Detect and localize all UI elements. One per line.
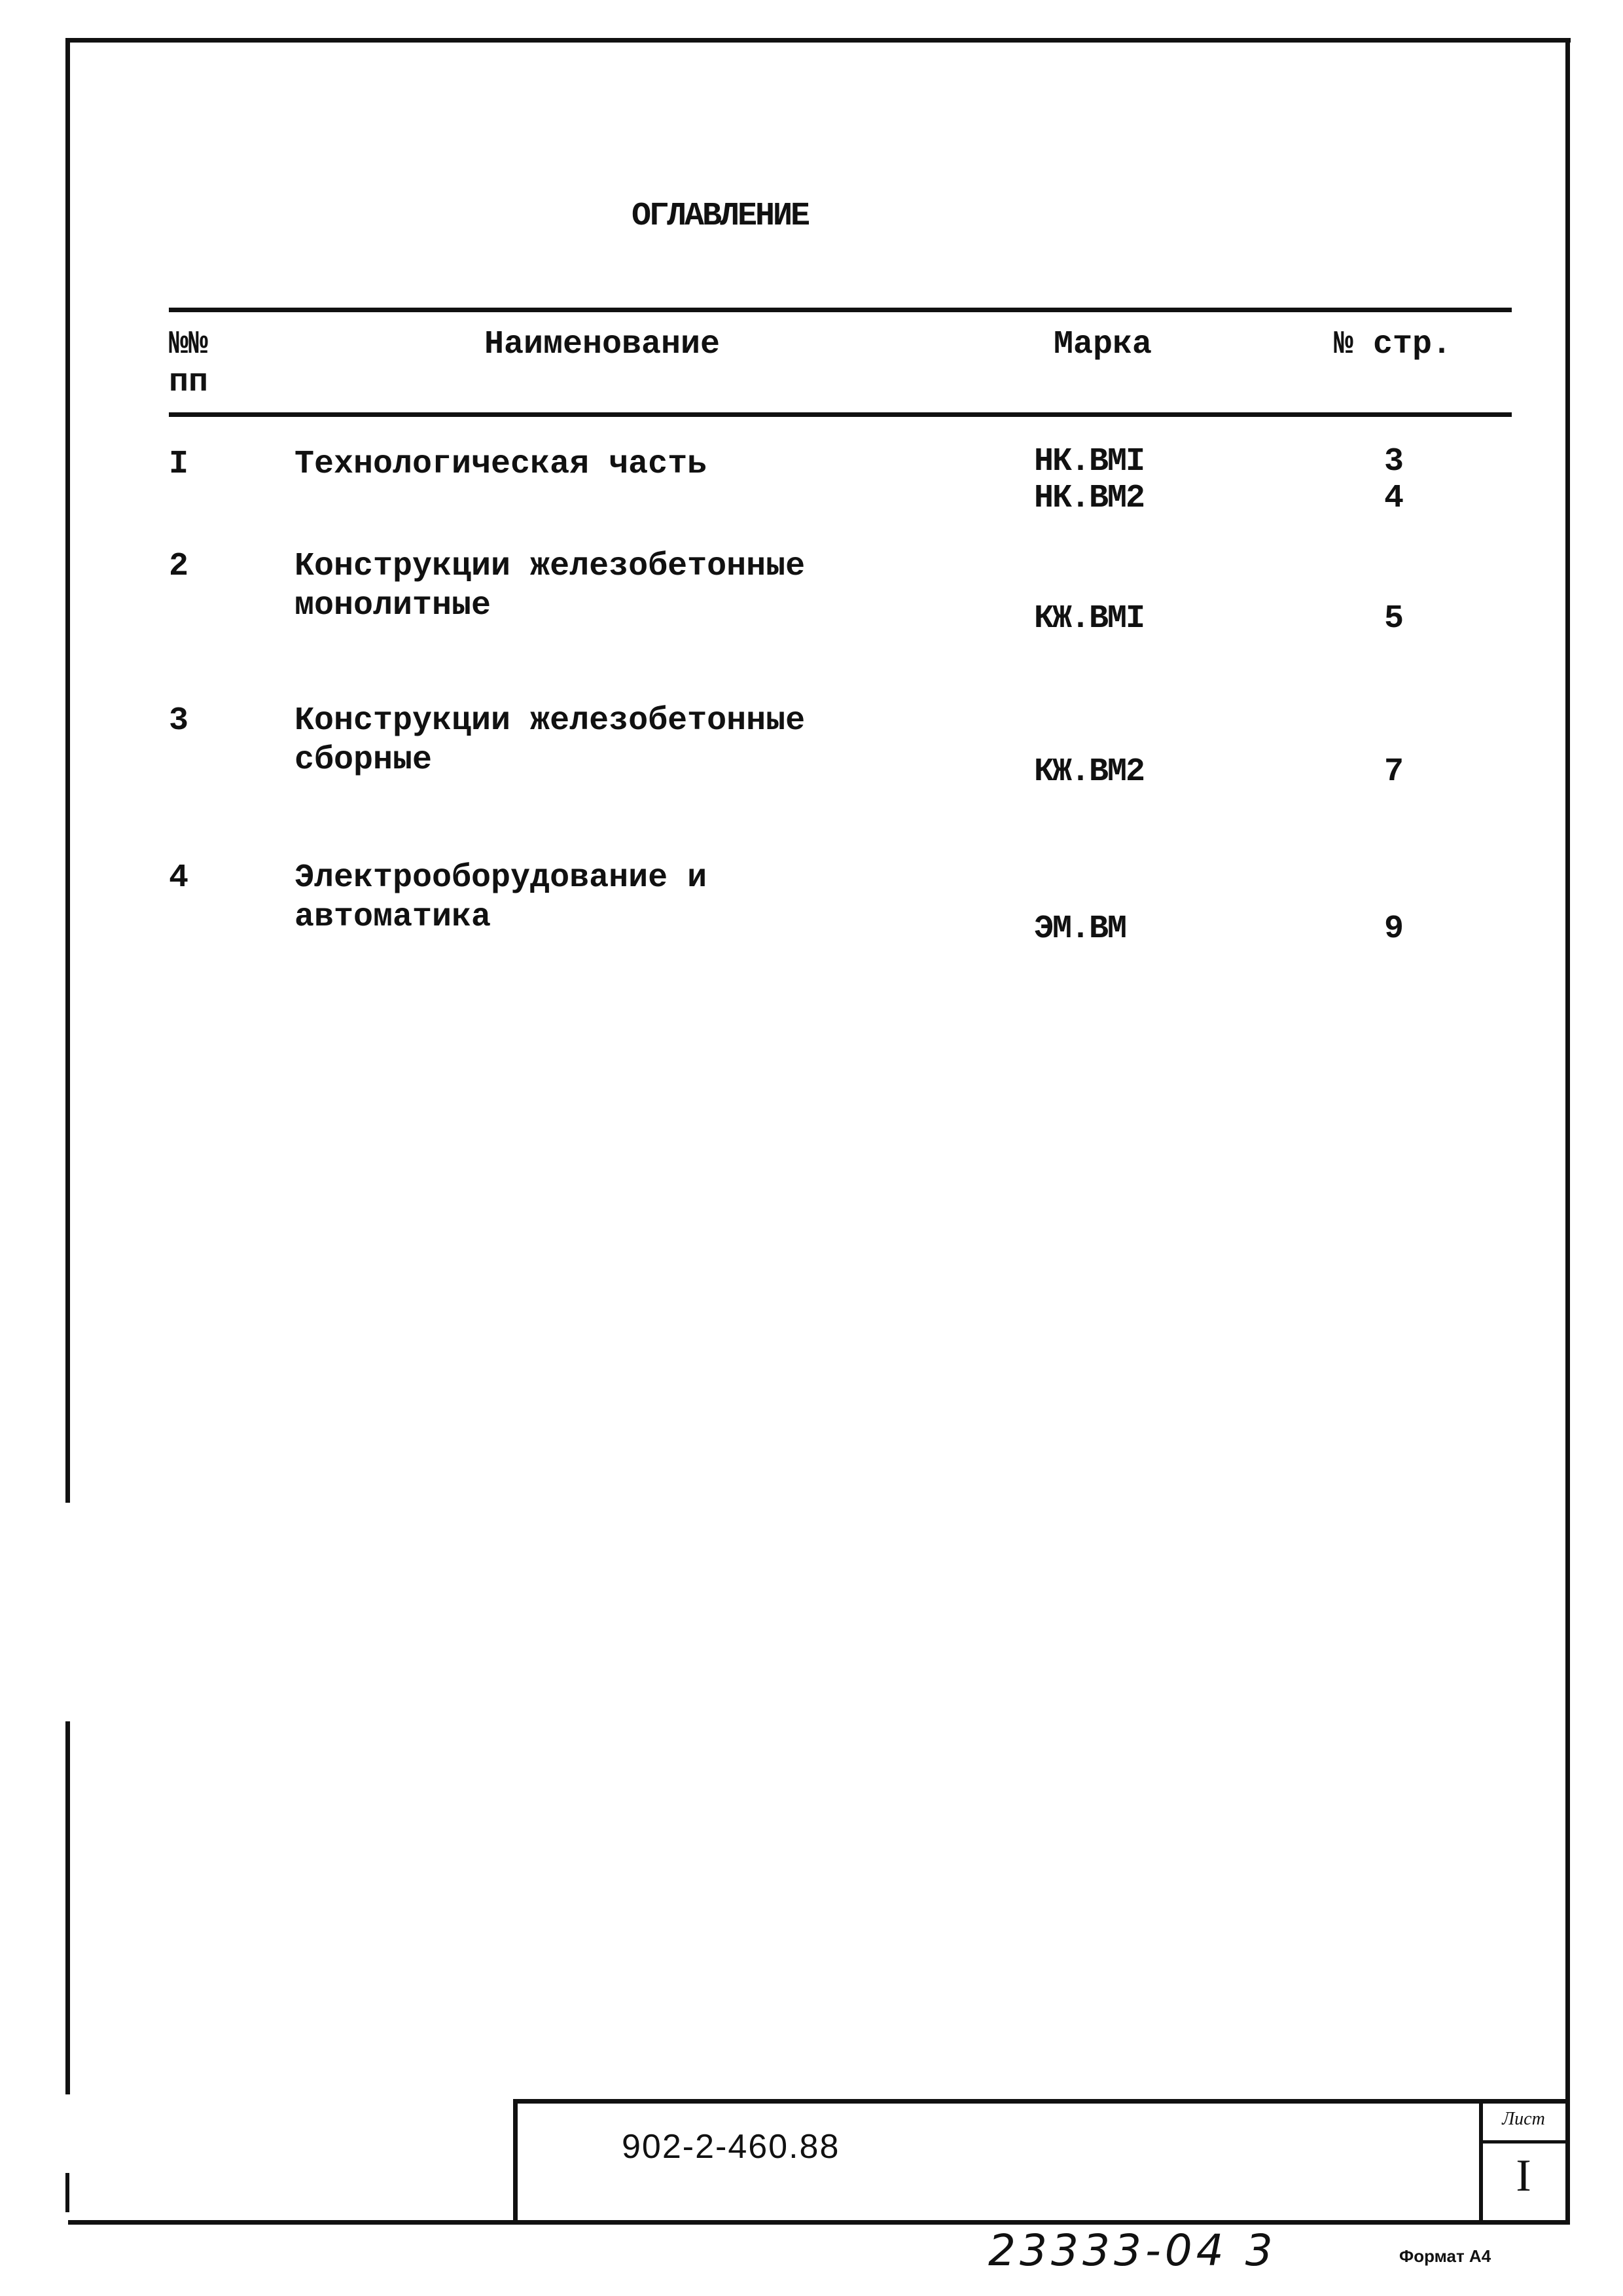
row-mark: КЖ.ВМI <box>1034 600 1145 637</box>
row-mark: ЭМ.ВМ <box>1034 910 1126 948</box>
row-page: 9 <box>1383 910 1404 948</box>
row-name: Технологическая часть <box>294 446 707 483</box>
format-label: Формат А4 <box>1399 2246 1491 2266</box>
frame-top-border <box>68 38 1571 43</box>
row-name: Электрооборудование и автоматика <box>294 859 707 936</box>
sheet-label: Лист <box>1502 2109 1545 2129</box>
row-mark: НК.ВМI НК.ВМ2 <box>1034 443 1145 517</box>
column-header-num: №№ пп <box>169 326 209 401</box>
row-page: 7 <box>1383 753 1404 791</box>
document-code: 902-2-460.88 <box>622 2128 840 2166</box>
table-header-rule <box>169 412 1512 417</box>
row-page: 3 4 <box>1383 443 1404 517</box>
handwritten-number: 23333-04 3 <box>988 2225 1277 2276</box>
row-num: 3 <box>169 702 189 740</box>
row-page: 5 <box>1383 600 1404 637</box>
document-title: ОГЛАВЛЕНИЕ <box>631 198 809 235</box>
row-name: Конструкции железобетонные монолитные <box>294 548 806 624</box>
frame-left-border <box>65 38 70 1503</box>
sheet-divider <box>1479 2140 1565 2144</box>
column-header-mark: Марка <box>1054 326 1152 363</box>
frame-right-border <box>1565 38 1570 2224</box>
row-name: Конструкции железобетонные сборные <box>294 702 806 779</box>
row-num: 2 <box>169 548 189 585</box>
frame-left-border <box>65 2173 69 2212</box>
row-num: I <box>169 446 189 483</box>
frame-bottom-border <box>68 2220 1570 2225</box>
column-header-name: Наименование <box>484 326 721 363</box>
column-header-page: № стр. <box>1334 326 1452 363</box>
frame-left-border <box>65 1721 70 2094</box>
sheet-number: I <box>1516 2151 1531 2201</box>
row-num: 4 <box>169 859 189 897</box>
row-mark: КЖ.ВМ2 <box>1034 753 1145 791</box>
table-top-rule <box>169 308 1512 312</box>
